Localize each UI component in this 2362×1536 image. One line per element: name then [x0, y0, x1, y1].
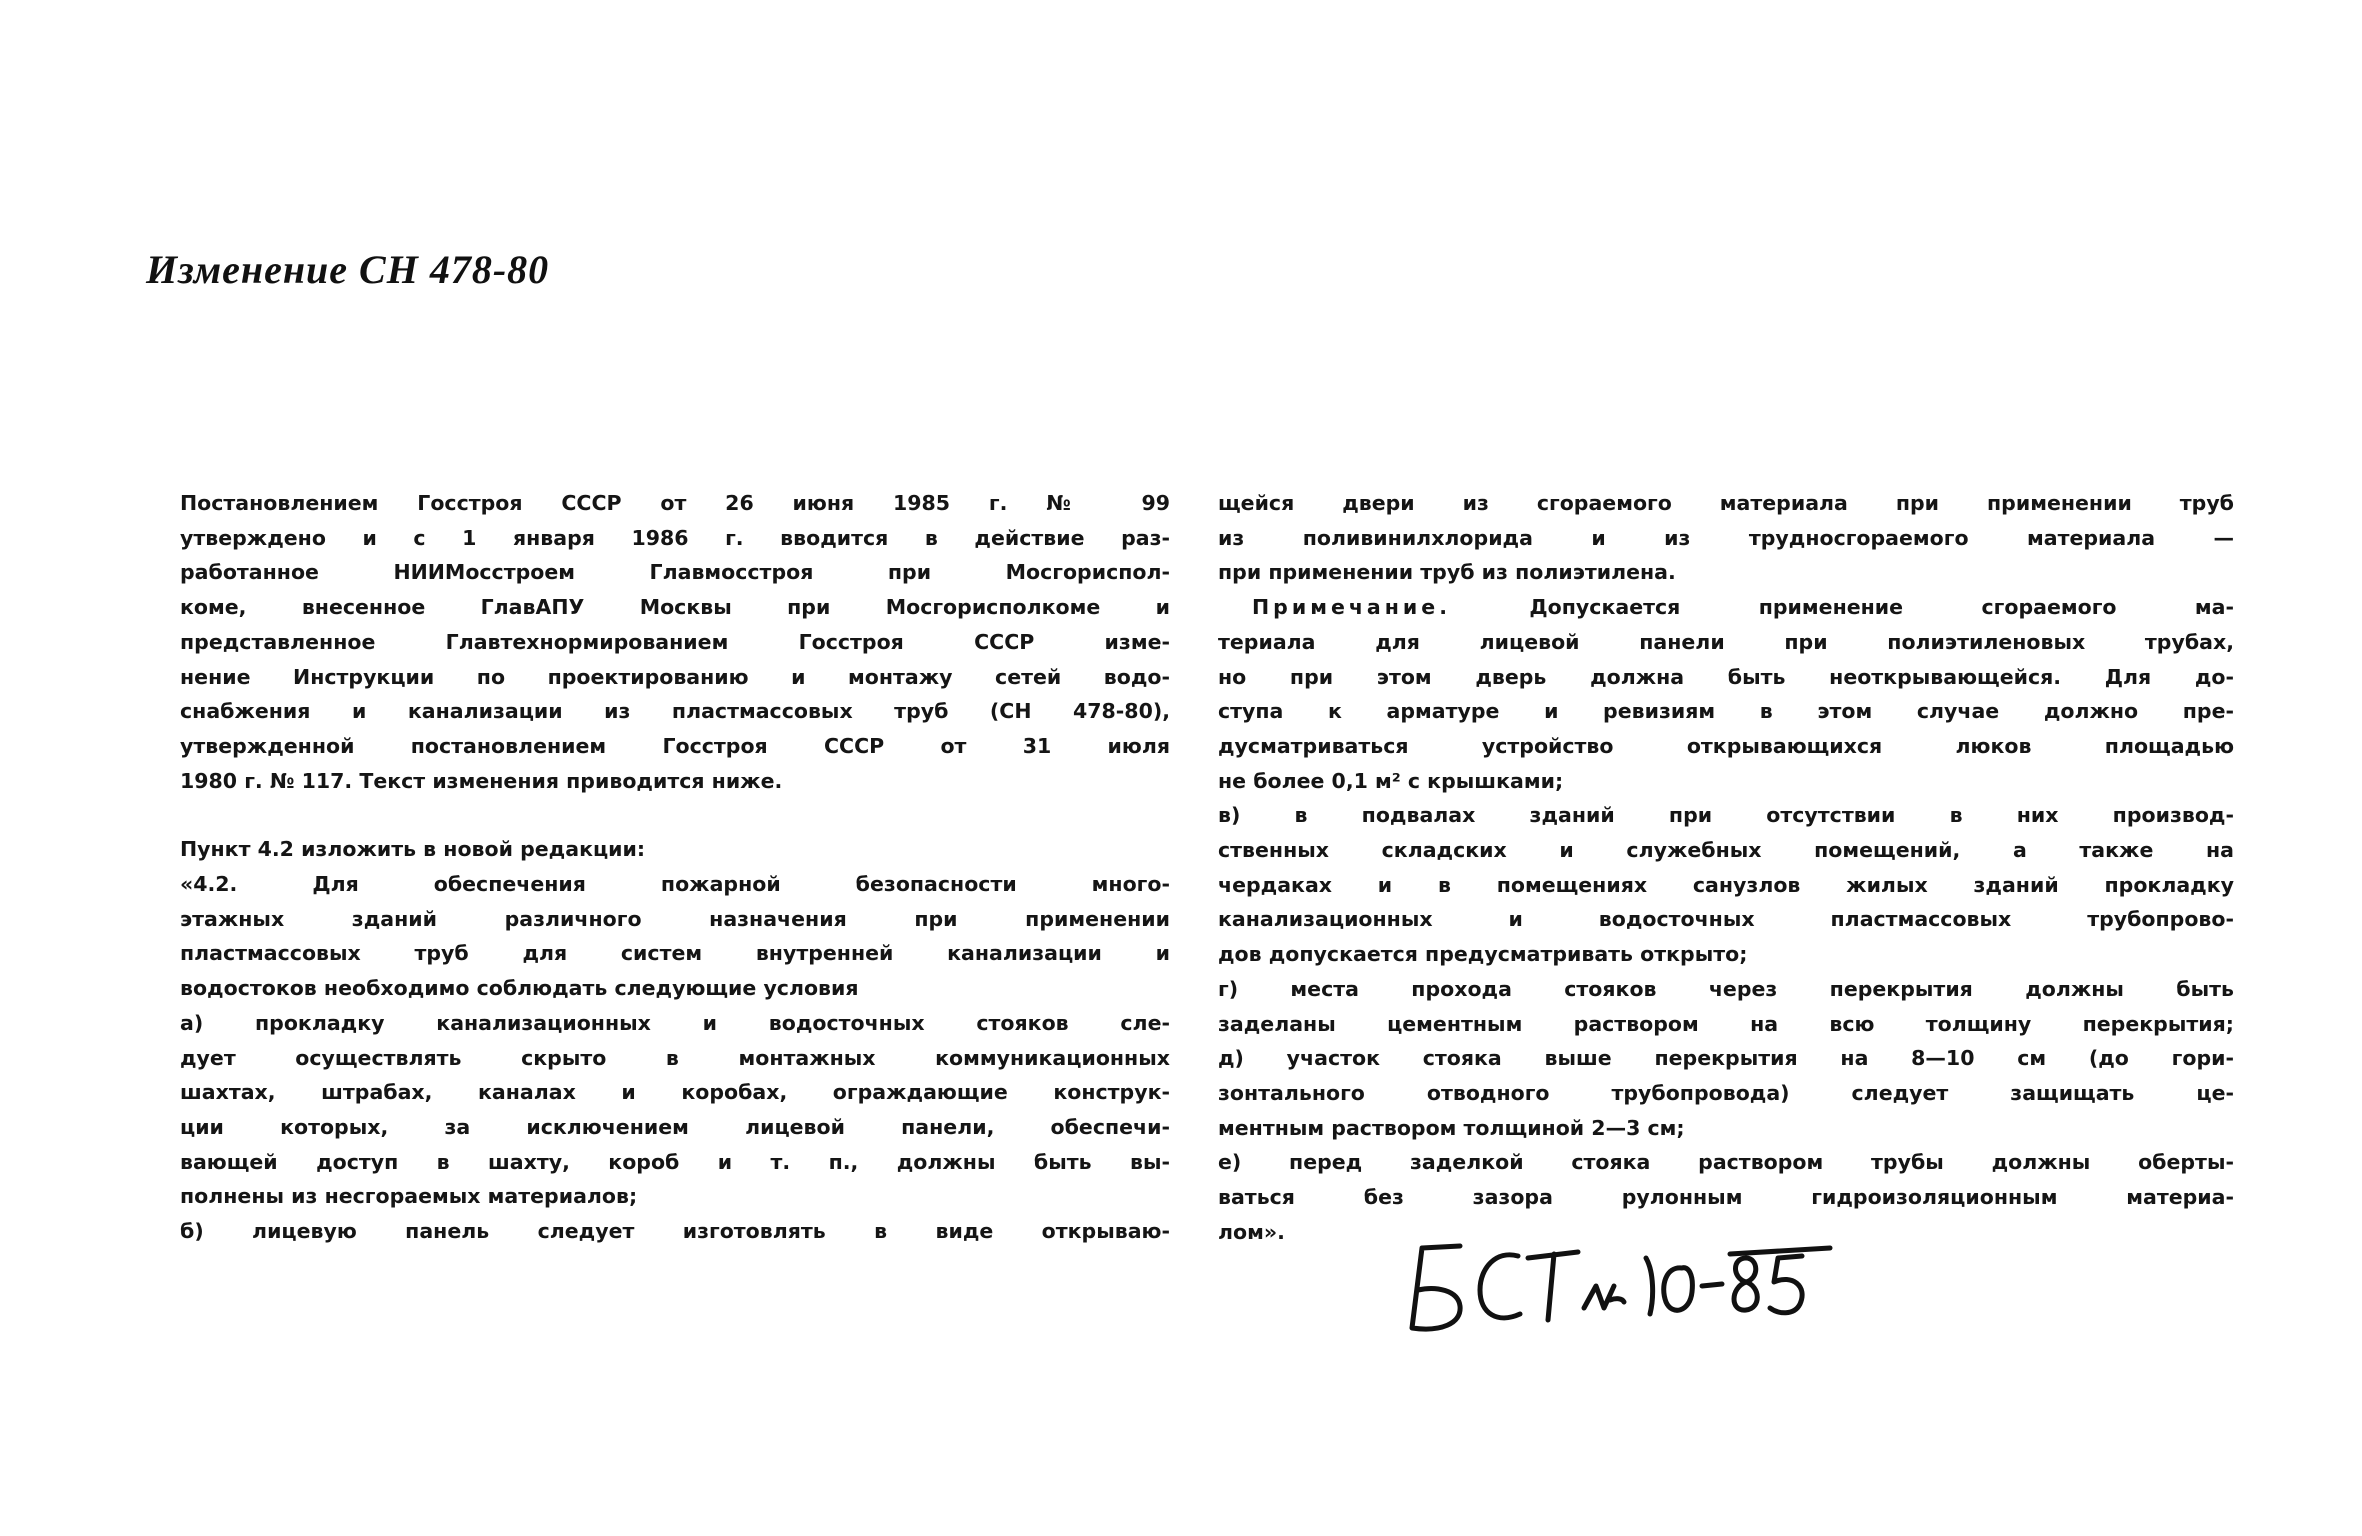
handwritten-note-drawing: [1400, 1228, 1860, 1348]
intro-line: Постановлением Госстроя СССР от 26 июня 1985 г. № 99: [180, 491, 1170, 515]
clause-line: ции которых, за исключением лицевой панели, обеспечи-: [180, 1114, 1170, 1139]
text-line: ственных складских и служебных помещений, а также на: [1218, 838, 2234, 863]
clause-line: водостоков необходимо соблюдать следующие условия: [180, 976, 859, 1001]
intro-line: работанное НИИМосстроем Главмосстроя при Мосгориспол-: [180, 560, 1170, 585]
text-line: заделаны цементным раствором на всю толщину перекрытия;: [1218, 1011, 2234, 1036]
intro-line: снабжения и канализации из пластмассовых труб (СН 478-80),: [180, 699, 1170, 724]
text-line: из поливинилхлорида и из трудносгораемого материала —: [1218, 525, 2234, 550]
page-title: Изменение СН 478-80: [146, 247, 550, 292]
clause-line: полнены из несгораемых материалов;: [180, 1184, 638, 1209]
note-line: не более 0,1 м² с крышками;: [1218, 768, 1564, 793]
intro-line: утверждено и с 1 января 1986 г. вводится в действие раз-: [180, 525, 1170, 550]
note-line: дусматриваться устройство открывающихся люков площадью: [1218, 733, 2234, 758]
handwritten-note: [1400, 1228, 1860, 1348]
text-line: чердаках и в помещениях санузлов жилых зданий прокладку: [1218, 872, 2234, 897]
note-first-rest: Допускается применение сгораемого ма-: [1529, 595, 2235, 620]
clause-line: пластмассовых труб для систем внутренней канализации и: [180, 941, 1170, 966]
intro-line: 1980 г. № 117. Текст изменения приводится ниже.: [180, 768, 783, 793]
clause-heading: Пункт 4.2 изложить в новой редакции:: [180, 837, 646, 862]
intro-line: представленное Главтехнормированием Госстроя СССР изме-: [180, 629, 1170, 654]
text-line: д) участок стояка выше перекрытия на 8—10 см (до гори-: [1218, 1046, 2234, 1071]
text-line: е) перед заделкой стояка раствором трубы должны оберты-: [1218, 1150, 2234, 1175]
text-line: дов допускается предусматривать открыто;: [1218, 942, 1748, 967]
clause-line: а) прокладку канализационных и водосточных стояков сле-: [180, 1010, 1170, 1035]
text-line: г) места прохода стояков через перекрытия должны быть: [1218, 976, 2234, 1001]
clause-line: «4.2. Для обеспечения пожарной безопасности много-: [180, 872, 1170, 897]
intro-line: нение Инструкции по проектированию и монтажу сетей водо-: [180, 664, 1170, 689]
text-line: канализационных и водосточных пластмассовых трубопрово-: [1218, 907, 2234, 932]
note-line: ступа к арматуре и ревизиям в этом случае должно пре-: [1218, 699, 2234, 724]
note-line: териала для лицевой панели при полиэтиленовых трубах,: [1218, 629, 2234, 654]
left-column: [180, 486, 1170, 1249]
intro-line: утвержденной постановлением Госстроя СССР от 31 июля: [180, 733, 1170, 758]
clause-line: этажных зданий различного назначения при применении: [180, 906, 1170, 931]
note-line: но при этом дверь должна быть неоткрывающейся. Для до-: [1218, 664, 2234, 689]
clause-line: дует осуществлять скрыто в монтажных коммуникационных: [180, 1045, 1170, 1070]
text-line: щейся двери из сгораемого материала при применении труб: [1218, 491, 2234, 515]
clause-line: б) лицевую панель следует изготовлять в виде открываю-: [180, 1219, 1170, 1244]
clause-line: вающей доступ в шахту, короб и т. п., должны быть вы-: [180, 1149, 1170, 1174]
right-column: [1218, 486, 2234, 1249]
note-first-line: [1218, 590, 2234, 625]
text-line: ваться без зазора рулонным гидроизоляционным материа-: [1218, 1185, 2234, 1210]
paragraph-gap: [180, 798, 1170, 832]
intro-line: коме, внесенное ГлавАПУ Москвы при Мосгорисполкоме и: [180, 595, 1170, 620]
note-label: Примечание.: [1252, 595, 1451, 620]
clause-line: шахтах, штрабах, каналах и коробах, ограждающие конструк-: [180, 1080, 1170, 1105]
text-line: лом».: [1218, 1219, 1285, 1244]
text-line: при применении труб из полиэтилена.: [1218, 560, 1676, 585]
text-line: в) в подвалах зданий при отсутствии в них производ-: [1218, 803, 2234, 828]
text-line: зонтального отводного трубопровода) следует защищать це-: [1218, 1080, 2234, 1105]
text-line: ментным раствором толщиной 2—3 см;: [1218, 1115, 1685, 1140]
